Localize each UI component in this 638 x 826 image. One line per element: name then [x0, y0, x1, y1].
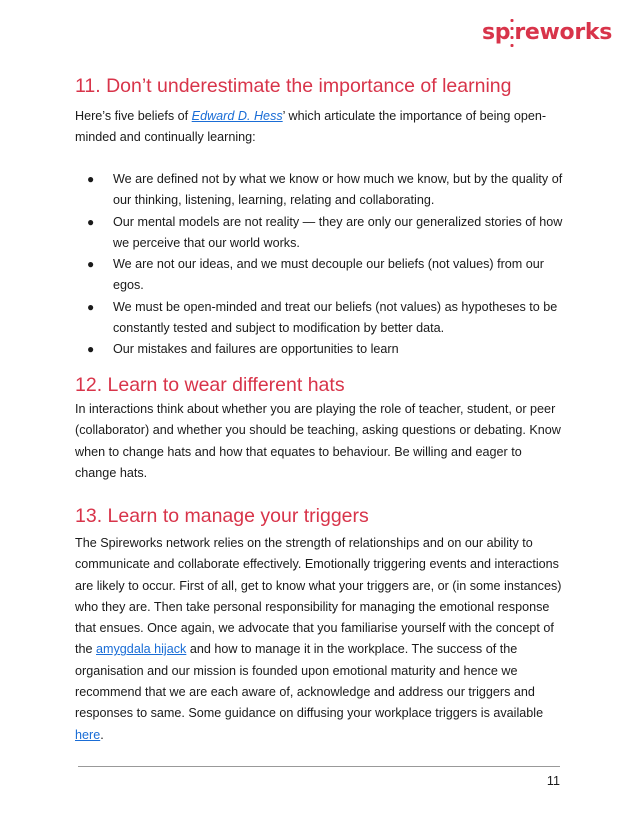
beliefs-list: [75, 169, 565, 361]
list-item: ● We must be open-minded and treat our beliefs (not values) as hypotheses to be constantly tested and subject to modification by better data.: [87, 299, 558, 336]
section-13-heading: 13. Learn to manage your triggers: [75, 505, 369, 527]
list-item: ● Our mental models are not reality — they are only our generalized stories of how we perceive that our world works.: [87, 214, 563, 250]
edward-hess-link[interactable]: Edward D. Hess: [191, 109, 283, 123]
list-item: ● Our mistakes and failures are opportunities to learn: [87, 342, 399, 357]
section-12-heading: 12. Learn to wear different hats: [75, 374, 345, 396]
section-12-body: In interactions think about whether you are playing the role of teacher, student, or peer (collaborator) and whether you should be teaching, asking questions or debating. Know when to change hats and how that equates to behaviour. Be willing and eager to change hats.: [75, 402, 561, 480]
spireworks-logo: sp reworks: [481, 20, 612, 45]
section-13-body: The Spireworks network relies on the strength of relationships and on our ability to communicate and collaborate effectively. Emotionally triggering events and interactions are likely to occur. First of all, get to know what your triggers are, or (in some instances) who they are. Then take personal responsibility for managing the emotional response that ensues. Once again, we advocate that you familiarise yourself with the concept of the amygdala hijack and how to manage it in the workplace. The success of the organisation and our mission is founded upon emotional maturity and hence we recommend that we are each aware of, acknowledge and address our triggers and responses to same. Some guidance on diffusing your workplace triggers is available here.: [75, 536, 562, 742]
footer-divider: [78, 766, 560, 767]
page-number: 11: [546, 774, 560, 788]
guidance-here-link[interactable]: here: [75, 727, 101, 742]
section-11-heading: 11. Don’t underestimate the importance of learning: [75, 75, 512, 97]
list-item: ● We are not our ideas, and we must decouple our beliefs (not values) from our egos.: [87, 257, 544, 293]
logo-i-glyph: [510, 20, 514, 46]
section-11-intro: Here’s five beliefs of Edward D. Hess’ which articulate the importance of being open-minded and continually learning:: [75, 109, 547, 145]
amygdala-hijack-link[interactable]: amygdala hijack: [96, 642, 187, 657]
list-item: ● We are defined not by what we know or how much we know, but by the quality of our thinking, listening, learning, relating and collaborating.: [87, 172, 563, 208]
